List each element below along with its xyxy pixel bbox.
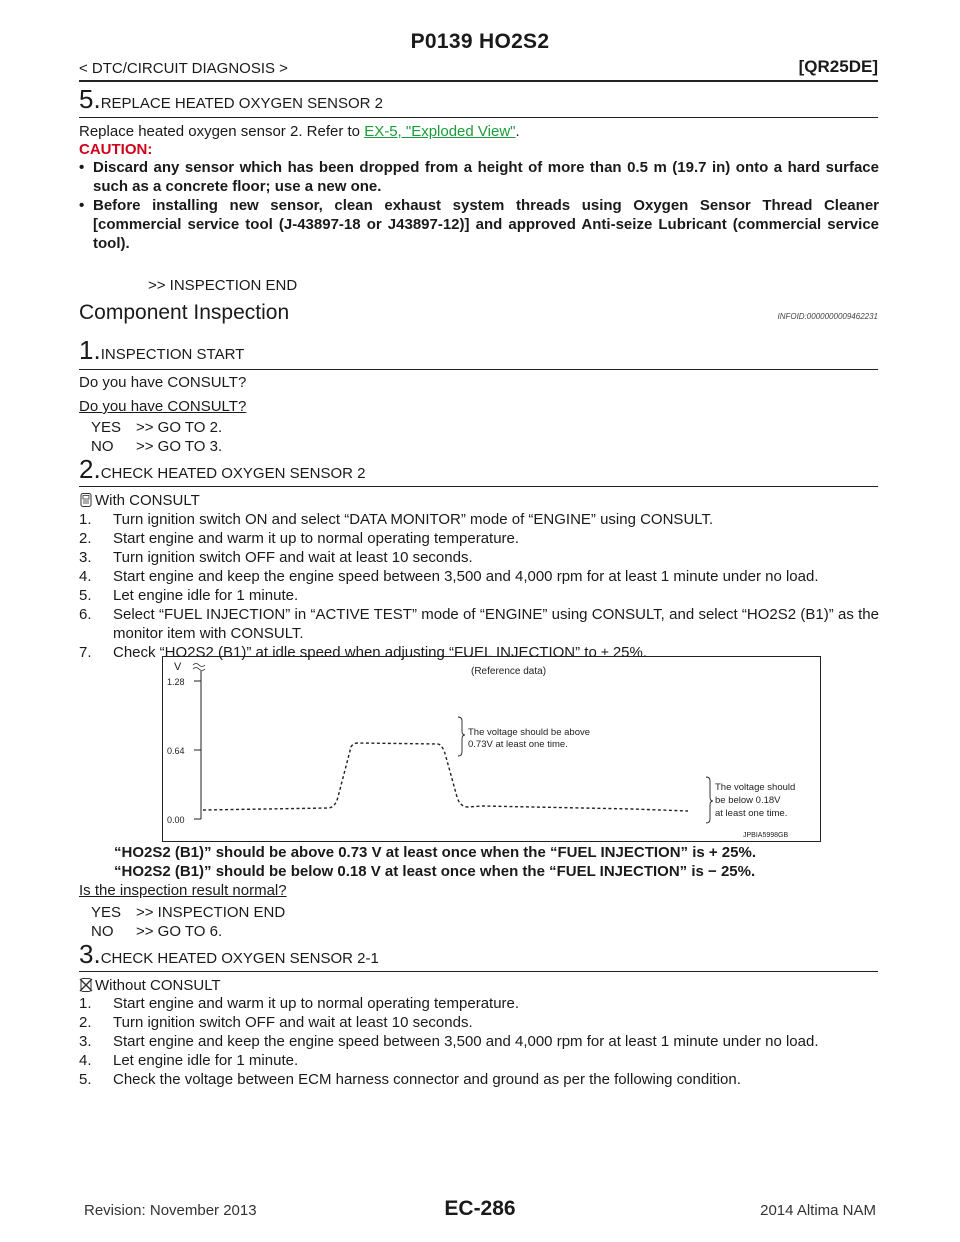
- note-below-line2: be below 0.18V: [715, 795, 781, 806]
- procedure-item: 7. Check “HO2S2 (B1)” at idle speed when adjusting “FUEL INJECTION” to ± 25%.: [79, 643, 879, 662]
- step-number: 1.: [79, 335, 101, 365]
- procedure-text: Turn ignition switch ON and select “DATA MONITOR” mode of “ENGINE” using CONSULT.: [113, 511, 714, 528]
- caution-item: • Discard any sensor which has been dropped from a height of more than 0.5 m (19.7 in) onto a hard surface such as a concrete floor; use a new one.: [79, 159, 879, 195]
- step-number: 2.: [79, 454, 101, 484]
- instruction-text: Replace heated oxygen sensor 2. Refer to: [79, 123, 365, 140]
- axis-break-icon: [193, 664, 205, 671]
- plus-minus-sign: ±: [600, 644, 609, 660]
- question-underlined: Is the inspection result normal?: [79, 882, 287, 899]
- answer-key: YES: [91, 419, 122, 436]
- result-text: “HO2S2 (B1)” should be below 0.18 V at least once when the “FUEL INJECTION” is: [114, 863, 709, 880]
- y-axis-label: V: [174, 661, 182, 673]
- step-rule: [79, 486, 878, 487]
- y-tick-label: 1.28: [167, 677, 185, 687]
- procedure-item: 2. Turn ignition switch OFF and wait at least 10 seconds.: [79, 1013, 879, 1032]
- revision-date: Revision: November 2013: [84, 1202, 257, 1219]
- model-year: 2014 Altima NAM: [760, 1202, 876, 1219]
- step-5-heading: [79, 84, 383, 115]
- expected-result-2: [114, 862, 755, 881]
- procedure-item: 6. Select “FUEL INJECTION” in “ACTIVE TEST” mode of “ENGINE” using CONSULT, and select “HO2S2 (B1)” as the monitor item with CONSULT.: [79, 606, 879, 642]
- item7-text: Check “HO2S2 (B1)” at idle speed when adjusting “FUEL INJECTION” to: [113, 644, 601, 661]
- figure-title: (Reference data): [471, 666, 547, 677]
- y-tick-label: 0.64: [167, 746, 185, 756]
- caution-text: Before installing new sensor, clean exhaust system threads using Oxygen Sensor Thread Cleaner [commercial service tool (J-43897-18 or J43897-12)] and approved Anti-seize Lubricant (commercial service tool).: [93, 197, 879, 252]
- above-note-bracket: [458, 717, 465, 756]
- procedure-text: Start engine and keep the engine speed between 3,500 and 4,000 rpm for at least 1 minute under no load.: [113, 568, 819, 585]
- caution-label: CAUTION:: [79, 141, 153, 158]
- procedure-text: Let engine idle for 1 minute.: [113, 1052, 299, 1069]
- answer-value: >> GO TO 6.: [136, 923, 223, 940]
- procedure-text: Turn ignition switch OFF and wait at least 10 seconds.: [113, 1014, 473, 1031]
- y-tick-label: 0.00: [167, 815, 185, 825]
- exploded-view-link[interactable]: EX-5, "Exploded View": [364, 123, 516, 140]
- consult-device-icon: [79, 493, 93, 507]
- step-rule: [79, 117, 878, 118]
- procedure-item: 3. Start engine and keep the engine speed between 3,500 and 4,000 rpm for at least 1 minute under no load.: [79, 1032, 879, 1051]
- answer-value: >> GO TO 2.: [136, 419, 223, 436]
- without-consult-text: Without CONSULT: [95, 977, 221, 994]
- procedure-item: 2. Start engine and warm it up to normal operating temperature.: [79, 529, 879, 548]
- procedure-text: Start engine and warm it up to normal operating temperature.: [113, 995, 520, 1012]
- step-rule: [79, 971, 878, 972]
- question-underlined: Do you have CONSULT?: [79, 398, 247, 415]
- engine-model: [QR25DE]: [798, 57, 878, 76]
- yes-answer: [91, 903, 285, 922]
- caution-item: • Before installing new sensor, clean exhaust system threads using Oxygen Sensor Thread Cleaner [commercial service tool (J-43897-18 or J43897-12)] and approved Anti-seize Lubricant (commercial service tool).: [79, 197, 879, 252]
- procedure-text: Turn ignition switch OFF and wait at least 10 seconds.: [113, 549, 473, 566]
- answer-key: NO: [91, 923, 114, 940]
- section-breadcrumb: < DTC/CIRCUIT DIAGNOSIS >: [79, 60, 288, 77]
- procedure-item: 1. Start engine and warm it up to normal operating temperature.: [79, 994, 879, 1013]
- step-3-heading: [79, 939, 379, 970]
- procedure-item: 4. Let engine idle for 1 minute.: [79, 1051, 879, 1070]
- procedure-text: Let engine idle for 1 minute.: [113, 587, 299, 604]
- page-number: EC-286: [444, 1197, 516, 1220]
- page-title: P0139 HO2S2: [410, 30, 550, 53]
- procedure-item: 5. Check the voltage between ECM harness connector and ground as per the following condition.: [79, 1070, 879, 1089]
- question-text: Do you have CONSULT?: [79, 374, 247, 391]
- no-consult-icon: [79, 978, 93, 992]
- expected-result-1: “HO2S2 (B1)” should be above 0.73 V at least once when the “FUEL INJECTION” is + 25%.: [114, 844, 756, 861]
- procedure-item: 3. Turn ignition switch OFF and wait at least 10 seconds.: [79, 548, 879, 567]
- step-1-heading: [79, 335, 244, 366]
- step-2-answers: [91, 903, 285, 941]
- below-note-bracket: [706, 777, 713, 823]
- note-above-line2: 0.73V at least one time.: [468, 739, 568, 750]
- header-rule: [79, 80, 878, 82]
- step-title: REPLACE HEATED OXYGEN SENSOR 2: [100, 95, 383, 112]
- item7-end: 25%.: [608, 644, 648, 661]
- note-below-line3: at least one time.: [715, 808, 788, 819]
- step-rule: [79, 369, 878, 370]
- instruction-end: .: [515, 123, 520, 140]
- result-end: 25%.: [716, 863, 756, 880]
- note-above-line1: The voltage should be above: [468, 727, 591, 738]
- yes-answer: [91, 418, 222, 437]
- answer-value: >> GO TO 3.: [136, 438, 223, 455]
- with-consult-label: [79, 491, 200, 510]
- procedure-text: Start engine and keep the engine speed between 3,500 and 4,000 rpm for at least 1 minute under no load.: [113, 1033, 819, 1050]
- step-3-procedure: [79, 994, 879, 1089]
- answer-value: >> INSPECTION END: [136, 904, 286, 921]
- step-2-heading: [79, 454, 365, 485]
- info-id: INFOID:0000000009462231: [777, 312, 878, 321]
- procedure-item: 4. Start engine and keep the engine speed between 3,500 and 4,000 rpm for at least 1 minute under no load.: [79, 567, 879, 586]
- step-5-result: >> INSPECTION END: [148, 277, 298, 294]
- caution-list: [79, 158, 879, 253]
- step-number: 3.: [79, 939, 101, 969]
- note-below-line1: The voltage should: [715, 782, 796, 793]
- caution-text: Discard any sensor which has been dropped from a height of more than 0.5 m (19.7 in) onto a hard surface such as a concrete floor; use a new one.: [93, 159, 879, 195]
- voltage-waveform: [203, 743, 688, 811]
- figure-code: JPBIA5998GB: [743, 832, 789, 839]
- section-title: Component Inspection: [79, 301, 290, 324]
- answer-key: NO: [91, 438, 114, 455]
- step-5-instruction: [79, 122, 520, 141]
- procedure-item: 1. Turn ignition switch ON and select “DATA MONITOR” mode of “ENGINE” using CONSULT.: [79, 510, 879, 529]
- answer-key: YES: [91, 904, 122, 921]
- step-2-procedure: [79, 510, 879, 662]
- without-consult-label: [79, 976, 221, 995]
- step-title: CHECK HEATED OXYGEN SENSOR 2: [100, 465, 366, 482]
- step-title: INSPECTION START: [100, 346, 245, 363]
- procedure-text: Check the voltage between ECM harness connector and ground as per the following condition.: [113, 1071, 741, 1088]
- step-title: CHECK HEATED OXYGEN SENSOR 2-1: [100, 950, 379, 967]
- reference-waveform-figure: [162, 656, 821, 842]
- procedure-text: Select “FUEL INJECTION” in “ACTIVE TEST” mode of “ENGINE” using CONSULT, and select “HO2S2 (B1)” as the monitor item with CONSULT.: [113, 606, 879, 642]
- step-number: 5.: [79, 84, 101, 114]
- minus-sign: −: [708, 863, 717, 880]
- step-1-answers: [91, 418, 222, 456]
- procedure-item: 5. Let engine idle for 1 minute.: [79, 586, 879, 605]
- with-consult-text: With CONSULT: [95, 492, 200, 509]
- procedure-text: Start engine and warm it up to normal operating temperature.: [113, 530, 520, 547]
